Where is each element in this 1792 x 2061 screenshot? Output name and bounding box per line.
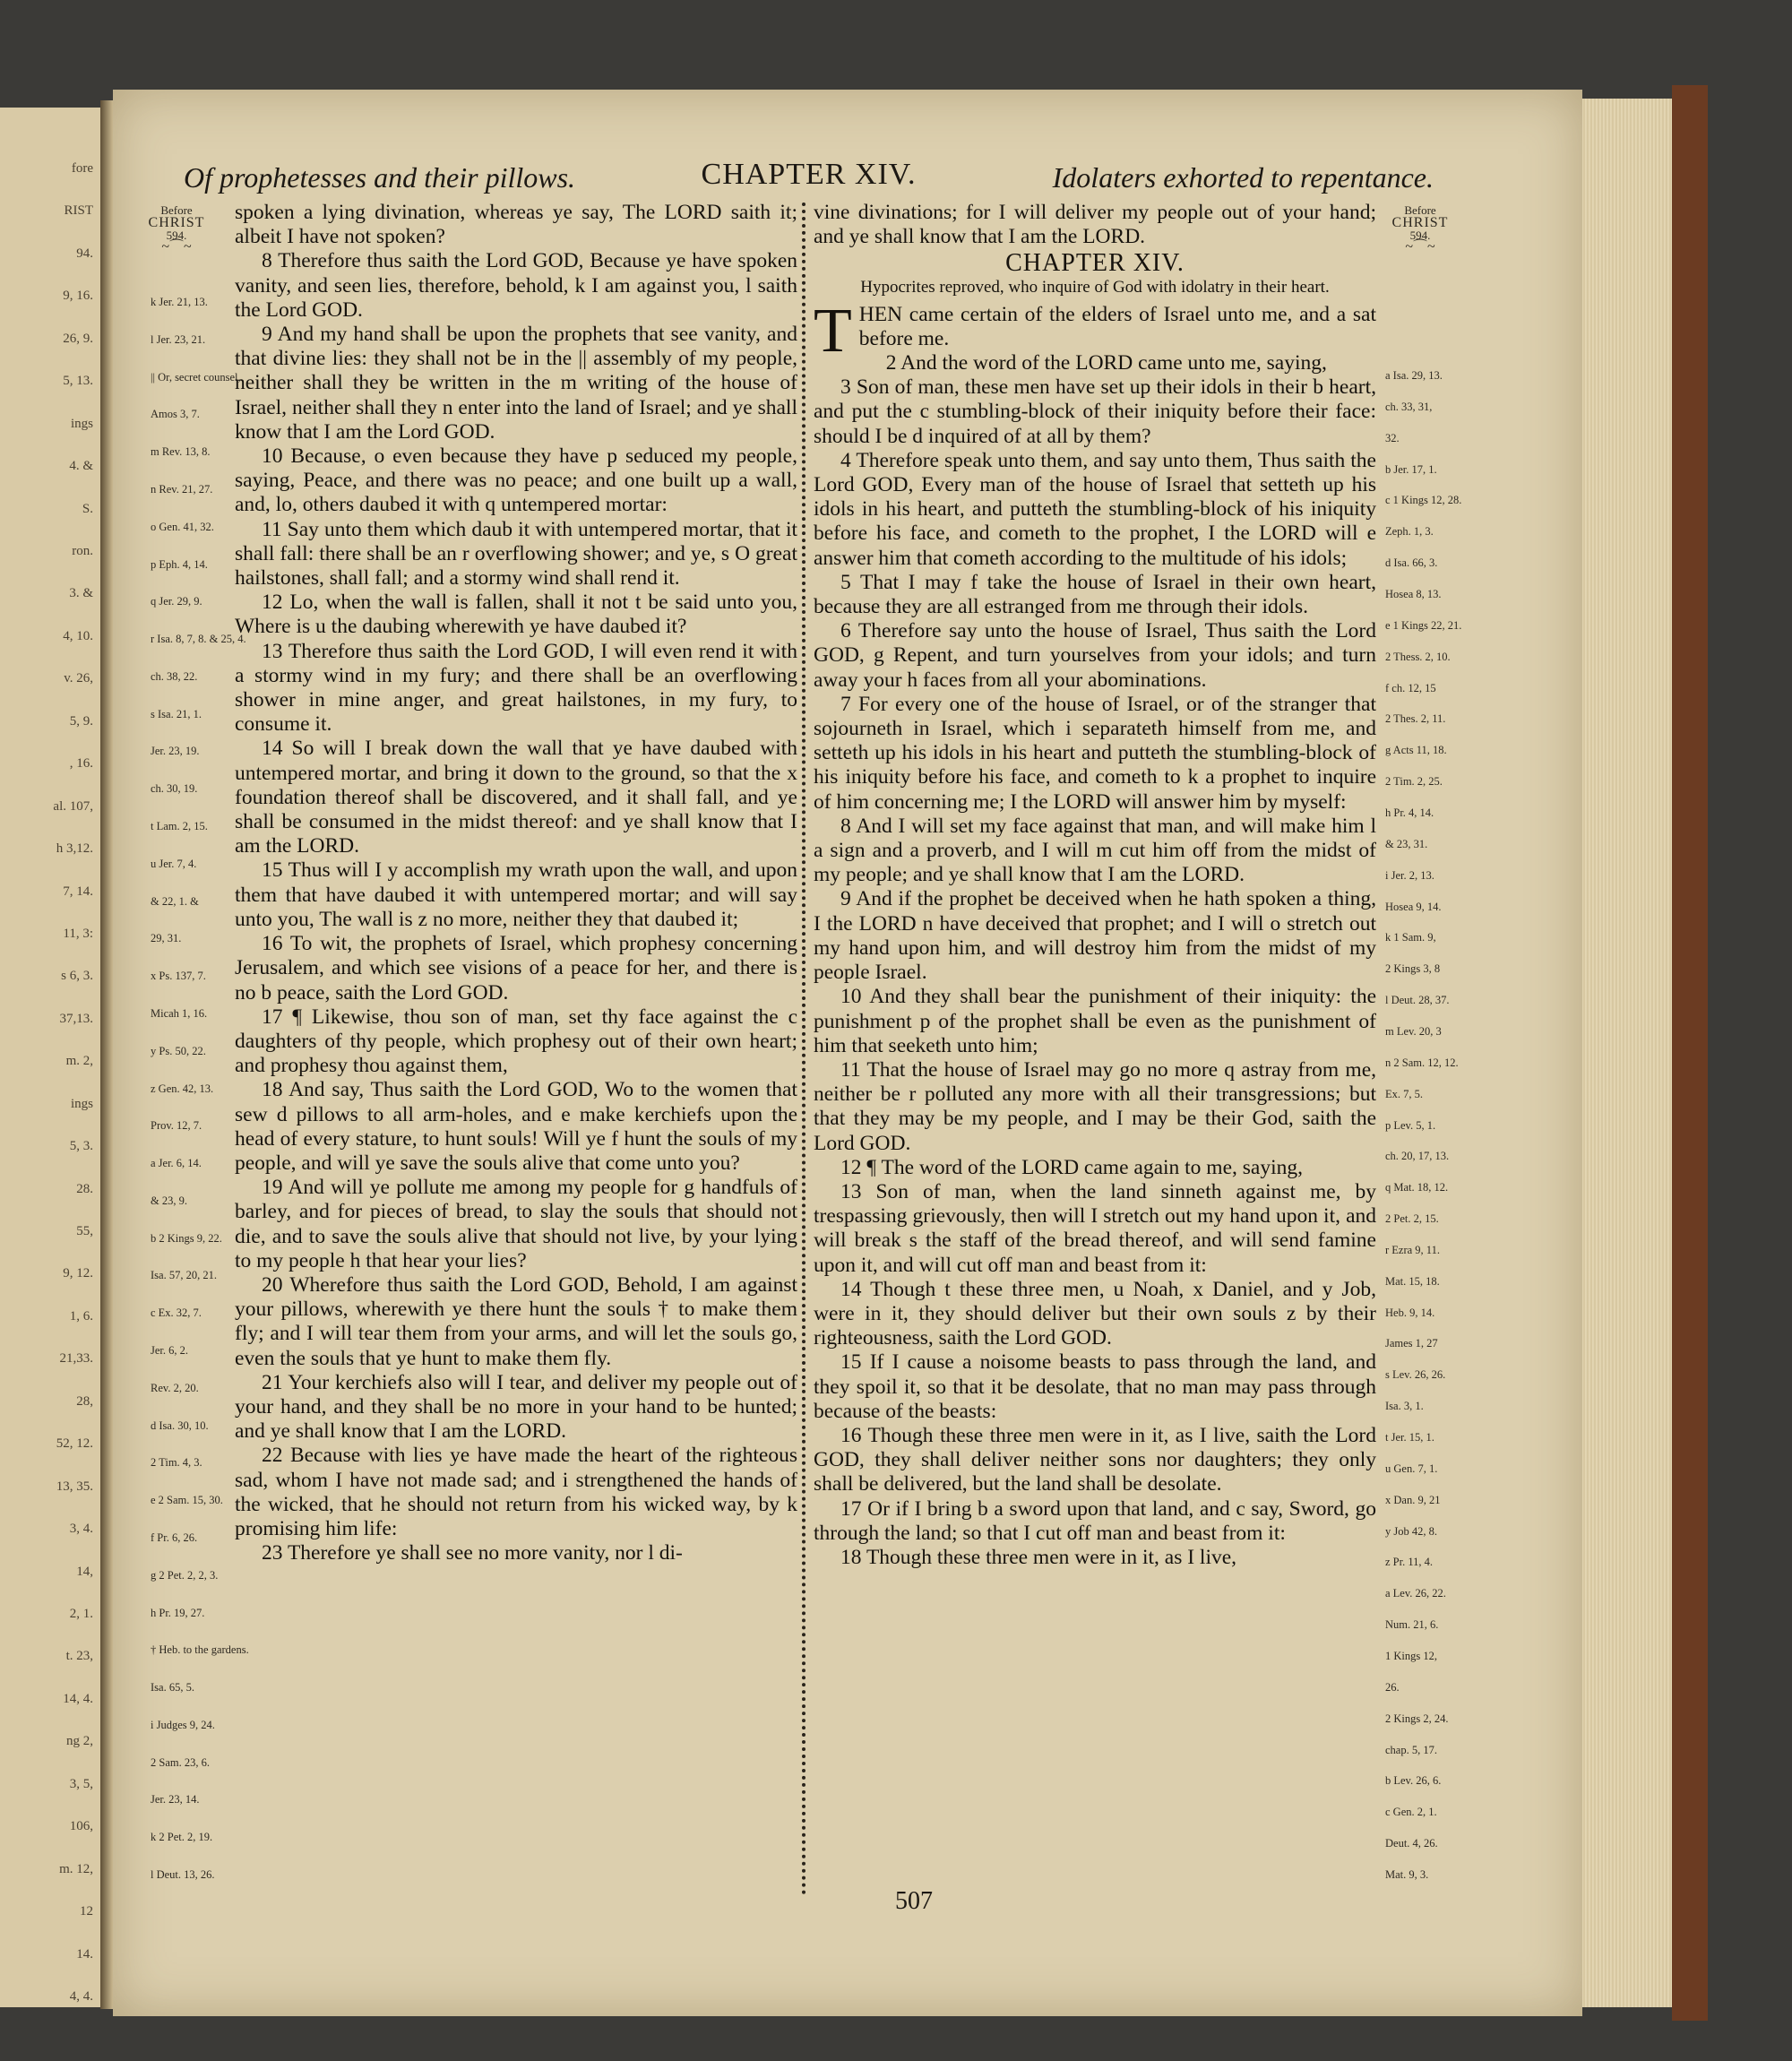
before-christ-label: Before — [1404, 203, 1436, 217]
cross-reference: 1 Kings 12, — [1385, 1650, 1437, 1662]
cross-reference: & 22, 1. & — [151, 895, 199, 908]
cross-reference: Deut. 4, 26. — [1385, 1837, 1438, 1850]
book-cover — [1672, 85, 1708, 2021]
before-christ-left — [145, 204, 208, 253]
verse-paragraph: 7 For every one of the house of Israel, or of the stranger that sojourneth in Israel, which i separateth himself from me, and setteth up his idols in his heart and putteth the stumbling-block of his iniquity before his face, and cometh to k a prophet to inquire of him concerning me; I the LORD will answer him by myself: — [814, 692, 1376, 814]
left-page-fragment: 37,13. — [59, 1012, 93, 1026]
drop-cap: T — [814, 296, 852, 366]
verse-paragraph: 3 Son of man, these men have set up their idols in their b heart, and put the c stumbling-block of their iniquity before their face: should I be d inquired of at all by them? — [814, 375, 1376, 448]
running-head-left: Of prophetesses and their pillows. — [184, 161, 576, 194]
left-page-fragment: ings — [70, 417, 93, 431]
cross-reference: Prov. 12, 7. — [151, 1119, 202, 1132]
before-christ-label: Before — [160, 203, 193, 217]
cross-reference: s Lev. 26, 26. — [1385, 1368, 1446, 1381]
cross-reference: x Ps. 137, 7. — [151, 970, 206, 982]
cross-reference: James 1, 27 — [1385, 1337, 1438, 1350]
cross-reference: z Pr. 11, 4. — [1385, 1556, 1434, 1568]
left-page-fragment: 55, — [76, 1224, 93, 1238]
left-page-fragment: 12 — [80, 1904, 93, 1919]
cross-reference: 2 Kings 2, 24. — [1385, 1712, 1449, 1725]
left-page-fragment: 21,33. — [59, 1351, 93, 1366]
cross-reference: g Acts 11, 18. — [1385, 744, 1447, 756]
verse-paragraph: 12 ¶ The word of the LORD came again to me, saying, — [840, 1155, 1303, 1179]
left-page-fragment: v. 26, — [64, 671, 93, 686]
verse-paragraph: 12 Lo, when the wall is fallen, shall it not t be said unto you, Where is u the daubing wherewith ye have daubed it? — [235, 591, 797, 639]
cross-reference: n 2 Sam. 12, 12. — [1385, 1056, 1459, 1069]
cross-reference: q Mat. 18, 12. — [1385, 1181, 1449, 1194]
cross-reference: t Lam. 2, 15. — [151, 820, 208, 832]
cross-reference: p Lev. 5, 1. — [1385, 1119, 1436, 1132]
cross-reference: t Jer. 15, 1. — [1385, 1431, 1434, 1444]
left-page-fragment: ings — [70, 1097, 93, 1111]
cross-reference: b Jer. 17, 1. — [1385, 463, 1437, 476]
left-page-edge — [0, 108, 106, 2007]
cross-reference: e 2 Sam. 15, 30. — [151, 1494, 223, 1506]
verse-paragraph: 15 Thus will I y accomplish my wrath upon the wall, and upon them that have daubed it with untempered mortar; and will say unto you, The wall is z no more, neither they that daubed it; — [235, 858, 797, 931]
verse-paragraph: 23 Therefore ye shall see no more vanity, nor l di- — [262, 1541, 683, 1565]
cross-reference: k Jer. 21, 13. — [151, 296, 208, 308]
verse-continuation: vine divinations; for I will deliver my people out of your hand; and ye shall know that I am the LORD. — [814, 201, 1376, 249]
verse-paragraph: 10 Because, o even because they have p seduced my people, saying, Peace, and there was no peace; and one built up a wall, and, lo, others daubed it with q untempered mortar: — [235, 444, 797, 517]
cross-reference: f ch. 12, 15 — [1385, 682, 1436, 694]
before-christ-right — [1389, 204, 1452, 253]
cross-reference: d Isa. 66, 3. — [1385, 556, 1438, 569]
left-page-fragment: 28. — [76, 1182, 93, 1196]
christ-label: CHRIST — [1391, 215, 1449, 230]
cross-reference: chap. 5, 17. — [1385, 1744, 1437, 1756]
cross-reference: Rev. 2, 20. — [151, 1382, 199, 1394]
verse-paragraph: 4 Therefore speak unto them, and say unto them, Thus saith the Lord GOD, Every man of the house of Israel that setteth up his idols in his heart, and putteth the stumbling-block of his iniquity before his face, and cometh to the prophet, I the LORD will e answer him that cometh according to the multitude of his idols; — [814, 448, 1376, 570]
cross-reference: h Pr. 19, 27. — [151, 1607, 205, 1619]
swirl-ornament-icon: ~⌒~ — [1405, 239, 1435, 254]
verse-paragraph: 22 Because with lies ye have made the heart of the righteous sad, whom I have not made sad; and i strengthened the hands of the wicked, that he should not return from his wicked way, by k promising him life: — [235, 1444, 797, 1540]
verse-paragraph: 13 Son of man, when the land sinneth against me, by trespassing grievously, then will I stretch out my hand upon it, and will break s the staff of the bread thereof, and will send famine upon it, and will cut off man and beast from it: — [814, 1179, 1376, 1277]
left-page-fragment: 5, 3. — [69, 1139, 93, 1153]
cross-reference: & 23, 31. — [1385, 838, 1428, 850]
verse-paragraph: 19 And will ye pollute me among my people for g handfuls of barley, and for pieces of bread, to slay the souls that should not die, and to save the souls alive that should not live, by your lying to my people h that hear your lies? — [235, 1176, 797, 1272]
cross-reference: 2 Kings 3, 8 — [1385, 962, 1441, 975]
left-page-fragment: 11, 3: — [63, 927, 93, 941]
cross-reference: Jer. 6, 2. — [151, 1344, 189, 1357]
cross-reference: y Ps. 50, 22. — [151, 1045, 206, 1057]
cross-reference: p Eph. 4, 14. — [151, 558, 208, 571]
cross-reference: 2 Tim. 2, 25. — [1385, 775, 1443, 788]
page-number-area — [806, 0, 1021, 2061]
cross-reference: ch. 33, 31, — [1385, 401, 1433, 413]
cross-reference: a Isa. 29, 13. — [1385, 369, 1443, 382]
cross-reference: 2 Thes. 2, 11. — [1385, 712, 1446, 725]
cross-reference: y Job 42, 8. — [1385, 1525, 1437, 1538]
left-page-fragment: 26, 9. — [63, 332, 93, 346]
running-head-chapter: CHAPTER XIV. — [701, 158, 917, 191]
cross-reference: 2 Thess. 2, 10. — [1385, 651, 1451, 663]
left-page-fragment: 1, 6. — [69, 1309, 93, 1324]
left-page-fragment: 14, — [76, 1565, 93, 1579]
cross-reference: l Jer. 23, 21. — [151, 333, 206, 346]
verse-paragraph: 16 To wit, the prophets of Israel, which prophesy concerning Jerusalem, and which see visions of a peace for her, and there is no b peace, saith the Lord GOD. — [235, 932, 797, 1005]
cross-reference: o Gen. 41, 32. — [151, 521, 214, 533]
verse-paragraph: 6 Therefore say unto the house of Israel, Thus saith the Lord GOD, g Repent, and turn yourselves from your idols; and turn away your h faces from all your abominations. — [814, 619, 1376, 692]
left-page-fragment: al. 107, — [53, 799, 93, 814]
verse-paragraph: 2 And the word of the LORD came unto me, saying, — [885, 351, 1327, 375]
cross-reference: u Jer. 7, 4. — [151, 858, 197, 870]
cross-reference: ch. 20, 17, 13. — [1385, 1150, 1450, 1162]
left-page-fragment: 106, — [69, 1819, 93, 1833]
left-page-fragment: 13, 35. — [56, 1479, 93, 1494]
left-page-fragment: m. 2, — [65, 1054, 93, 1068]
left-page-fragment: 5, 9. — [69, 714, 93, 729]
cross-reference: Hosea 9, 14. — [1385, 901, 1442, 913]
left-text-column — [235, 201, 797, 1894]
cross-reference: 29, 31. — [151, 932, 182, 944]
opening-text: HEN came certain of the elders of Israel unto me, and a sat before me. — [858, 302, 1376, 350]
chapter-summary: Hypocrites reproved, who inquire of God with idolatry in their heart. — [860, 277, 1330, 297]
left-page-fragment: S. — [82, 502, 93, 516]
verse-paragraph: 14 Though t these three men, u Noah, x Daniel, and y Job, were in it, they should deliver but their own souls z by their righteousness, saith the Lord GOD. — [814, 1277, 1376, 1350]
left-page-fragment: m. 12, — [59, 1862, 93, 1876]
verse-paragraph: 10 And they shall bear the punishment of their iniquity: the punishment p of the prophet shall be even as the punishment of him that seeketh unto him; — [814, 985, 1376, 1057]
cross-reference: q Jer. 29, 9. — [151, 595, 202, 608]
page-block-edge — [1582, 99, 1679, 2007]
verse-paragraph: 5 That I may f take the house of Israel in their own heart, because they are all estranged from me through their idols. — [814, 570, 1376, 619]
cross-reference: m Lev. 20, 3 — [1385, 1025, 1442, 1038]
verse-paragraph: 14 So will I break down the wall that ye have daubed with untempered mortar, and bring it down to the ground, so that the x foundation thereof shall be discovered, and it shall fall, and ye shall be consumed in the midst thereof: and ye shall know that I am the LORD. — [235, 737, 797, 858]
left-page-fragment: 9, 16. — [63, 289, 93, 303]
verse-paragraph: 20 Wherefore thus saith the Lord GOD, Behold, I am against your pillows, wherewith ye there hunt the souls † to make them fly; and I will tear them from your arms, and will let the souls go, even the souls that ye hunt to make them fly. — [235, 1272, 797, 1370]
cross-reference: c Ex. 32, 7. — [151, 1306, 202, 1319]
cross-reference: a Jer. 6, 14. — [151, 1157, 202, 1169]
christ-label: CHRIST — [148, 215, 205, 230]
cross-reference: g 2 Pet. 2, 2, 3. — [151, 1569, 219, 1582]
cross-reference: r Ezra 9, 11. — [1385, 1244, 1440, 1256]
verse-paragraph: 18 Though these three men were in it, as I live, — [840, 1545, 1237, 1569]
left-page-fragment: 3, 5, — [69, 1777, 93, 1791]
chapter-title: CHAPTER XIV. — [1005, 249, 1185, 278]
cross-reference: 2 Sam. 23, 6. — [151, 1756, 210, 1769]
swirl-ornament-icon: ~⌒~ — [161, 239, 192, 254]
cross-reference: Isa. 57, 20, 21. — [151, 1269, 217, 1281]
cross-reference: Mat. 15, 18. — [1385, 1275, 1440, 1288]
left-page-fragment: 14. — [76, 1947, 93, 1962]
left-page-fragment: 28, — [76, 1394, 93, 1409]
cross-reference: Zeph. 1, 3. — [1385, 525, 1434, 538]
cross-reference: i Jer. 2, 13. — [1385, 869, 1434, 882]
verse-paragraph: 8 And I will set my face against that man, and will make him l a sign and a proverb, and I will m cut him off from the midst of my people; and ye shall know that I am the LORD. — [814, 814, 1376, 887]
left-page-fragment: 14, 4. — [63, 1692, 93, 1706]
left-page-fragment: 4. & — [69, 459, 93, 473]
left-page-fragment: ng 2, — [66, 1734, 93, 1748]
cross-reference: d Isa. 30, 10. — [151, 1419, 209, 1432]
cross-reference: Num. 21, 6. — [1385, 1618, 1439, 1631]
cross-reference: † Heb. to the gardens. — [151, 1643, 249, 1656]
verse-paragraph: 21 Your kerchiefs also will I tear, and deliver my people out of your hand, and they shall be no more in your hand to be hunted; and ye shall know that I am the LORD. — [235, 1370, 797, 1444]
cross-reference: b Lev. 26, 6. — [1385, 1774, 1442, 1787]
cross-reference: ch. 30, 19. — [151, 782, 198, 795]
cross-reference: c Gen. 2, 1. — [1385, 1806, 1437, 1818]
verse-paragraph: 11 That the house of Israel may go no more q astray from me, neither be r polluted any more with all their transgressions; but that they may be my people, and I may be their God, saith the Lord GOD. — [814, 1057, 1376, 1155]
cross-reference: 2 Pet. 2, 15. — [1385, 1212, 1439, 1225]
left-page-fragment: 5, 13. — [63, 374, 93, 388]
verse-paragraph: 15 If I cause a noisome beasts to pass through the land, and they spoil it, so that it be desolate, that no man may pass through because of the beasts: — [814, 1350, 1376, 1423]
cross-reference: a Lev. 26, 22. — [1385, 1587, 1446, 1600]
left-page-fragment: , 16. — [69, 756, 93, 771]
cross-reference: Jer. 23, 14. — [151, 1793, 200, 1806]
cross-reference: s Isa. 21, 1. — [151, 708, 202, 720]
verse-paragraph: 9 And if the prophet be deceived when he hath spoken a thing, I the LORD n have deceived that prophet; and I will o stretch out my hand upon him, and will destroy him from the midst of my people Israel. — [814, 887, 1376, 985]
cross-reference: r Isa. 8, 7, 8. & 25, 4. — [151, 633, 246, 645]
cross-reference: k 1 Sam. 9, — [1385, 931, 1436, 944]
cross-reference: Jer. 23, 19. — [151, 745, 200, 757]
verse-paragraph: 9 And my hand shall be upon the prophets that see vanity, and that divine lies: they shall not be in the || assembly of my people, neither shall they be written in the m writing of the house of Israel, neither shall they n enter into the land of Israel; and ye shall know that I am the Lord GOD. — [235, 323, 797, 444]
left-page-fragment: 3. & — [69, 586, 93, 600]
left-page-fragment: 94. — [76, 246, 93, 261]
cross-reference: h Pr. 4, 14. — [1385, 806, 1434, 819]
left-page-fragment: 3, 4. — [69, 1522, 93, 1536]
year-label: 594. — [1409, 229, 1431, 242]
left-page-fragment: s 6, 3. — [61, 969, 93, 983]
left-page-fragment: t. 23, — [65, 1649, 93, 1663]
cross-reference: Heb. 9, 14. — [1385, 1306, 1435, 1319]
cross-reference: 2 Tim. 4, 3. — [151, 1456, 202, 1469]
cross-reference: Isa. 3, 1. — [1385, 1400, 1424, 1412]
verse-paragraph: 16 Though these three men were in it, as I live, saith the Lord GOD, they shall deliver neither sons nor daughters; they only shall be delivered, but the land shall be desolate. — [814, 1423, 1376, 1496]
cross-reference: Ex. 7, 5. — [1385, 1088, 1424, 1100]
left-page-fragment: 4, 4. — [69, 1989, 93, 2004]
cross-reference: n Rev. 21, 27. — [151, 483, 213, 496]
column-rule — [802, 203, 806, 1896]
cross-reference: e 1 Kings 22, 21. — [1385, 619, 1462, 632]
cross-reference: l Deut. 28, 37. — [1385, 994, 1450, 1006]
cross-reference: l Deut. 13, 26. — [151, 1868, 215, 1881]
cross-reference: Hosea 8, 13. — [1385, 588, 1442, 600]
verse-paragraph: 13 Therefore thus saith the Lord GOD, I will even rend it with a stormy wind in my fury; and there shall be an overflowing shower in mine anger, and great hailstones, in my fury, to consume it. — [235, 639, 797, 737]
left-page-fragment: 9, 12. — [63, 1266, 93, 1281]
left-page-fragment: 52, 12. — [56, 1436, 93, 1451]
cross-reference: u Gen. 7, 1. — [1385, 1462, 1438, 1475]
cross-reference: ch. 38, 22. — [151, 670, 198, 683]
book-gutter — [100, 100, 113, 2009]
verse-paragraph: 8 Therefore thus saith the Lord GOD, Because ye have spoken vanity, and seen lies, therefore, behold, k I am against you, l saith the Lord GOD. — [235, 249, 797, 322]
cross-reference: || Or, secret counsel, — [151, 371, 241, 384]
left-page-fragment: fore — [71, 161, 93, 176]
left-page-fragment: 7, 14. — [63, 884, 93, 899]
cross-reference: f Pr. 6, 26. — [151, 1531, 198, 1544]
cross-reference: z Gen. 42, 13. — [151, 1082, 214, 1095]
cross-reference: b 2 Kings 9, 22. — [151, 1232, 222, 1245]
left-page-fragment: ron. — [72, 544, 93, 558]
cross-reference: x Dan. 9, 21 — [1385, 1494, 1441, 1506]
cross-reference: Mat. 9, 3. — [1385, 1868, 1429, 1881]
cross-reference: 26. — [1385, 1681, 1400, 1694]
left-page-fragment: h 3,12. — [56, 841, 93, 856]
verse-paragraph: spoken a lying divination, whereas ye say, The LORD saith it; albeit I have not spoken? — [235, 201, 797, 249]
verse-paragraph: 18 And say, Thus saith the Lord GOD, Wo to the women that sew d pillows to all arm-holes, and e make kerchiefs upon the head of every stature, to hunt souls! Will ye f hunt the souls of my people, and will ye save the souls alive that come unto you? — [235, 1078, 797, 1175]
cross-reference: k 2 Pet. 2, 19. — [151, 1831, 213, 1843]
verse-paragraph: 11 Say unto them which daub it with untempered mortar, that it shall fall: there shall be an r overflowing shower; and ye, s O great hailstones, shall fall; and a stormy wind shall rend it. — [235, 517, 797, 591]
year-label: 594. — [166, 229, 187, 242]
left-page-fragment: 4, 10. — [63, 629, 93, 643]
cross-reference: & 23, 9. — [151, 1194, 187, 1207]
cross-reference: c 1 Kings 12, 28. — [1385, 494, 1462, 506]
left-page-fragment: 2, 1. — [69, 1607, 93, 1621]
page-number: 507 — [895, 1887, 933, 1915]
left-page-fragment: RIST — [64, 203, 93, 218]
cross-reference: Amos 3, 7. — [151, 408, 200, 420]
cross-reference: m Rev. 13, 8. — [151, 445, 211, 458]
cross-reference: 32. — [1385, 432, 1400, 444]
running-head-right: Idolaters exhorted to repentance. — [1052, 161, 1434, 194]
cross-reference: Isa. 65, 5. — [151, 1681, 194, 1694]
verse-paragraph: 17 Or if I bring b a sword upon that land, and c say, Sword, go through the land; so that I cut off man and beast from it: — [814, 1496, 1376, 1545]
cross-reference: Micah 1, 16. — [151, 1007, 208, 1020]
cross-reference: i Judges 9, 24. — [151, 1719, 215, 1731]
verse-paragraph: 17 ¶ Likewise, thou son of man, set thy face against the c daughters of thy people, which prophesy out of their own heart; and prophesy thou against them, — [235, 1005, 797, 1078]
